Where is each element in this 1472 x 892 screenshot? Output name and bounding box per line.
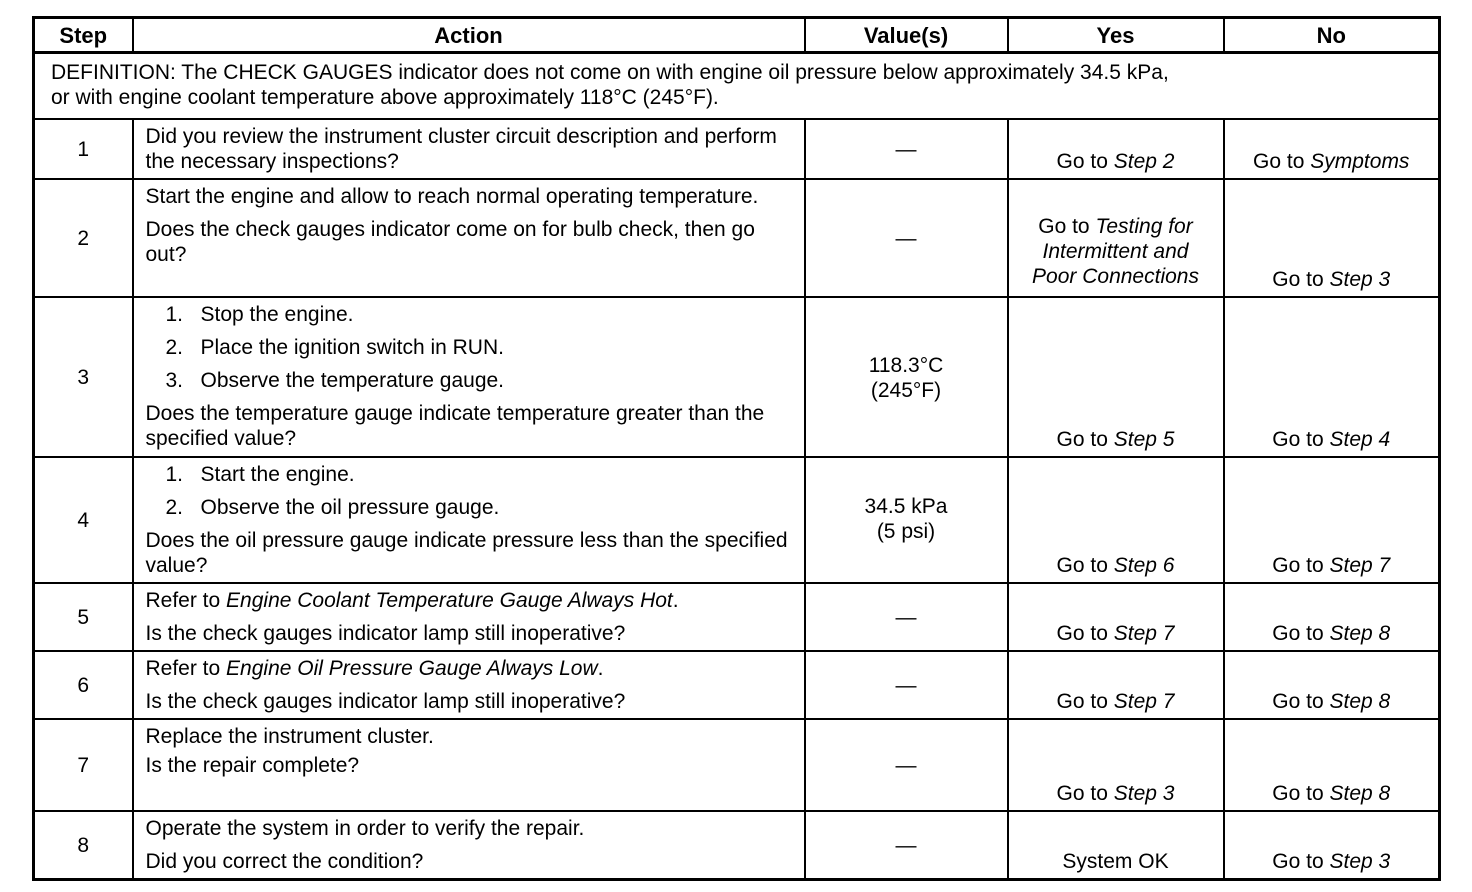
value-cell [805, 119, 1008, 179]
yes-cell: Go to Step 5 [1008, 297, 1224, 457]
list-item: 3. Observe the temperature gauge. [165, 369, 505, 392]
action-cell [133, 297, 805, 457]
value-dash: — [895, 753, 917, 777]
action-question: Is the check gauges indicator lamp still inoperative? [145, 622, 626, 645]
no-cell: Go to Step 8 [1224, 583, 1440, 651]
no-link[interactable]: Step 3 [1329, 268, 1391, 291]
table-row [34, 651, 1440, 719]
table-row [34, 457, 1440, 583]
action-question: Does the check gauges indicator come on for bulb check, then go out? [145, 218, 755, 266]
no-link[interactable]: Step 8 [1329, 690, 1391, 713]
no-link[interactable]: Symptoms [1310, 150, 1410, 173]
header-row [34, 18, 1440, 53]
yes-link[interactable]: Step 2 [1113, 150, 1175, 173]
yes-link[interactable]: Step 6 [1113, 554, 1175, 577]
action-cell [133, 719, 805, 811]
action-text: Did you review the instrument cluster circuit description and perform the necessary inspections? [145, 125, 777, 173]
yes-cell: Go to Step 2 [1008, 119, 1224, 179]
value-dash: — [895, 605, 917, 629]
no-cell: Go to Symptoms [1224, 119, 1440, 179]
table-row [34, 583, 1440, 651]
value-dash: — [895, 673, 917, 697]
no-link[interactable]: Step 3 [1329, 850, 1391, 873]
action-cell [133, 457, 805, 583]
step-number: 7 [34, 719, 133, 811]
yes-link[interactable]: Step 7 [1113, 690, 1175, 713]
step-number: 6 [34, 651, 133, 719]
no-cell: Go to Step 3 [1224, 811, 1440, 880]
action-text: Refer to Engine Coolant Temperature Gauge Always Hot. [145, 589, 679, 612]
yes-cell [1008, 811, 1224, 880]
header-no: No [1224, 18, 1440, 53]
list-item: 2. Place the ignition switch in RUN. [165, 336, 504, 359]
action-text: Start the engine and allow to reach normal operating temperature. [145, 185, 759, 208]
yes-text: System OK [1062, 850, 1169, 873]
value-cell [805, 651, 1008, 719]
table-row [34, 719, 1440, 811]
value-cell [805, 811, 1008, 880]
action-question: Did you correct the condition? [145, 850, 424, 873]
action-question: Is the repair complete? [145, 754, 360, 777]
action-text: Replace the instrument cluster. [145, 725, 434, 748]
value-cell [805, 179, 1008, 297]
step-number: 8 [34, 811, 133, 880]
value-dash: — [895, 226, 917, 250]
no-cell: Go to Step 7 [1224, 457, 1440, 583]
header-step: Step [34, 18, 133, 53]
no-cell: Go to Step 4 [1224, 297, 1440, 457]
no-link[interactable]: Step 8 [1329, 782, 1391, 805]
header-values: Value(s) [805, 18, 1008, 53]
action-cell [133, 811, 805, 880]
value-cell: 118.3°C (245°F) [805, 297, 1008, 457]
table-row [34, 119, 1440, 179]
table-row [34, 297, 1440, 457]
definition-row [34, 53, 1440, 120]
definition-line-1: DEFINITION: The CHECK GAUGES indicator does not come on with engine oil pressure below approximately 34.5 kPa, [51, 61, 1169, 84]
action-cell [133, 119, 805, 179]
list-item: 1. Stop the engine. [165, 303, 354, 326]
step-number: 4 [34, 457, 133, 583]
action-question: Does the temperature gauge indicate temperature greater than the specified value? [145, 402, 765, 450]
table-row [34, 811, 1440, 880]
value-cell [805, 719, 1008, 811]
action-text: Operate the system in order to verify the repair. [145, 817, 585, 840]
header-action: Action [133, 18, 805, 53]
yes-cell: Go to Step 3 [1008, 719, 1224, 811]
yes-link[interactable]: Step 3 [1113, 782, 1175, 805]
yes-link[interactable]: Step 5 [1113, 428, 1175, 451]
refer-link[interactable]: Engine Coolant Temperature Gauge Always Hot [226, 589, 673, 612]
action-question: Is the check gauges indicator lamp still inoperative? [145, 690, 626, 713]
yes-cell: Go to Testing for Intermittent and Poor Connections [1008, 179, 1224, 297]
list-item: 1. Start the engine. [165, 463, 355, 486]
no-cell: Go to Step 8 [1224, 719, 1440, 811]
value-cell [805, 583, 1008, 651]
step-number: 1 [34, 119, 133, 179]
step-number: 3 [34, 297, 133, 457]
yes-cell: Go to Step 7 [1008, 583, 1224, 651]
yes-link[interactable]: Testing for [1095, 214, 1193, 238]
definition-cell [34, 53, 1440, 120]
yes-link-line3[interactable]: Poor Connections [1032, 264, 1199, 288]
refer-link[interactable]: Engine Oil Pressure Gauge Always Low [226, 657, 598, 680]
action-cell [133, 583, 805, 651]
header-yes: Yes [1008, 18, 1224, 53]
step-number: 2 [34, 179, 133, 297]
value-dash: — [895, 137, 917, 161]
step-number: 5 [34, 583, 133, 651]
table-row [34, 179, 1440, 297]
diagnostic-table [32, 16, 1441, 881]
yes-cell: Go to Step 7 [1008, 651, 1224, 719]
no-cell: Go to Step 8 [1224, 651, 1440, 719]
value-cell: 34.5 kPa (5 psi) [805, 457, 1008, 583]
no-link[interactable]: Step 4 [1329, 428, 1391, 451]
action-cell [133, 179, 805, 297]
list-item: 2. Observe the oil pressure gauge. [165, 496, 500, 519]
action-question: Does the oil pressure gauge indicate pressure less than the specified value? [145, 529, 788, 577]
value-dash: — [895, 833, 917, 857]
definition-line-2: or with engine coolant temperature above approximately 118°C (245°F). [51, 86, 719, 109]
yes-link-line2[interactable]: Intermittent and [1042, 239, 1189, 263]
no-link[interactable]: Step 7 [1329, 554, 1391, 577]
diagnostic-table-container [32, 16, 1438, 881]
action-text: Refer to Engine Oil Pressure Gauge Always Low. [145, 657, 604, 680]
no-cell: Go to Step 3 [1224, 179, 1440, 297]
action-cell [133, 651, 805, 719]
no-link[interactable]: Step 8 [1329, 622, 1391, 645]
yes-cell: Go to Step 6 [1008, 457, 1224, 583]
yes-link[interactable]: Step 7 [1113, 622, 1175, 645]
